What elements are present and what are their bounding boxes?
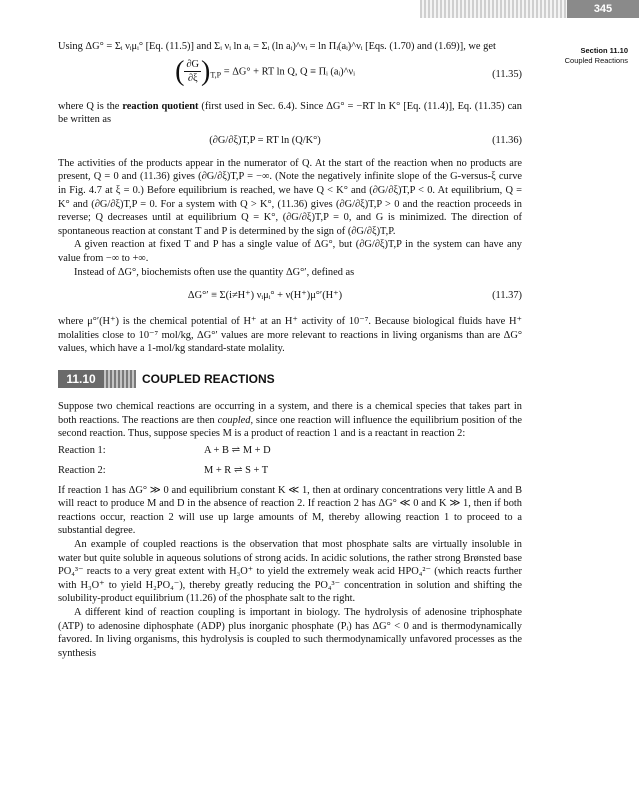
paragraph: A given reaction at fixed T and P has a single value of ΔG°, but (∂G/∂ξ)T,P in the system can have any value from −∞ to +∞. [58, 239, 522, 264]
eq-subscript: T,P [210, 70, 222, 80]
equation-11-37 [58, 281, 522, 313]
equation-body: (∂G/∂ξ)T,P = RT ln (Q/K°) [209, 134, 321, 146]
section-number: 11.10 [58, 370, 104, 388]
reaction-label: Reaction 2: [58, 464, 106, 476]
paragraph: If reaction 1 has ΔG° ≫ 0 and equilibrium constant K ≪ 1, then at ordinary concentrations very little A and B will react to produce M and D in the absence of reaction 2. If reaction 2 has ΔG° ≪ 0 and K ≫ 1, then if both reactions occur, reaction 2 will use up large amounts of M, thereby allowing reaction 1 to proceed to a substantial degree. [58, 484, 522, 537]
reaction-label: Reaction 1: [58, 444, 106, 456]
reaction-1 [58, 441, 522, 461]
paragraph: The activities of the products appear in the numerator of Q. At the start of the reaction when no products are present, Q = 0 and (11.36) gives (∂G/∂ξ)T,P = −∞. (Note the negatively infinite slope of the G-versus-ξ curve in Fig. 4.7 at ξ = 0.) Before equilibrium is reached, we have Q < K° and (∂G/∂ξ)T,P < 0. At equilibrium, Q = K° and (∂G/∂ξ)T,P = 0. For a system with Q > K°, (11.36) gives (∂G/∂ξ)T,P > 0 and the reaction proceeds in reverse; Q decreases until at equilibrium Q = K°, (∂G/∂ξ)T,P = 0, and G is minimized. The direction of spontaneous reaction at constant T and P is determined by the sign of (∂G/∂ξ)T,P. [58, 157, 522, 237]
page-body [58, 40, 522, 660]
paragraph: Using ΔG° = Σᵢ νᵢμᵢ° [Eq. (11.5)] and Σᵢ νᵢ ln aᵢ = Σᵢ (ln aᵢ)^νᵢ = ln Πᵢ(aᵢ)^νᵢ [Eqs. (1.70) and (1.69)], we get [58, 41, 496, 52]
term-coupled: coupled, [217, 414, 254, 426]
equation-number: (11.36) [492, 134, 522, 146]
equation-body: ΔG°′ ≡ Σ(i≠H⁺) νᵢμᵢ° + ν(H⁺)μ°′(H⁺) [187, 290, 343, 302]
running-head-title: Coupled Reactions [564, 56, 628, 65]
section-title: COUPLED REACTIONS [142, 371, 275, 386]
eq-numerator: ∂G [184, 58, 201, 73]
reaction-2 [58, 461, 522, 481]
reaction-equation: M + R ⇌ S + T [204, 464, 269, 476]
running-head-section: Section 11.10 [580, 46, 628, 55]
eq-denominator: ∂ξ [187, 73, 198, 85]
equation-11-35: ( $\frac{\partial G}{\partial\xi}$ )$_{T,P} = \Delta G^\circ$ + RT ln Q, Q ≡ Πᵢ (aᵢ)^νᵢ (11.35) [175, 55, 522, 87]
eq-rhs: = ΔG° + RT ln Q, Q ≡ Πᵢ (aᵢ)^νᵢ [223, 65, 355, 77]
paragraph: A different kind of reaction coupling is important in biology. The hydrolysis of adenosine triphosphate (ATP) to adenosine diphosphate (ADP) plus inorganic phosphate (Pᵢ) has ΔG° < 0 and is thermodynamically favored. In living organisms, this hydrolysis is coupled to such thermodynamically unfavored processes as the synthesis [58, 607, 522, 659]
paragraph: where Q is the reaction quotient (first used in Sec. 6.4). Since ΔG° = −RT ln K° [Eq. (11.4)], Eq. (11.35) can be written as [58, 100, 522, 126]
page-number: 345 [567, 0, 639, 18]
paragraph: An example of coupled reactions is the observation that most phosphate salts are virtually insoluble in water but quite soluble in aqueous solutions of strong acids. In acidic solutions, the rather strong Brønsted base PO₄³⁻ reacts to a very great extent with H₃O⁺ to yield the extremely weak acid HPO₄²⁻ (which reacts further with H₃O⁺ to yield H₂PO₄⁻), thereby greatly reducing the PO₄³⁻ concentration in solution and shifting the solubility-product equilibrium (11.26) of the phosphate salt to the right. [58, 539, 522, 605]
equation-number: (11.35) [492, 68, 522, 80]
reaction-equation: A + B ⇌ M + D [204, 444, 271, 456]
section-heading [58, 370, 522, 392]
paragraph: Instead of ΔG°, biochemists often use the quantity ΔG°′, defined as [74, 266, 355, 278]
equation-11-36 [58, 129, 522, 155]
equation-number: (11.37) [492, 290, 522, 302]
term-reaction-quotient: reaction quotient [122, 100, 199, 112]
paragraph: where μ°′(H⁺) is the chemical potential of H⁺ at an H⁺ activity of 10⁻⁷. Because biological fluids have H⁺ molalities close to 10⁻⁷ mol/kg, ΔG°′ values are more relevant to reactions in living organisms than are ΔG° values, which have a 1-mol/kg standard-state molality. [58, 316, 522, 355]
page-header [0, 0, 639, 20]
running-head [528, 46, 628, 66]
paragraph: Suppose two chemical reactions are occurring in a system, and there is a chemical species that takes part in both reactions. The reactions are then coupled, since one reaction will influence the equilibrium position of the second reaction. Thus, suppose species M is a product of reaction 1 and is a reactant in reaction 2: [58, 400, 522, 440]
